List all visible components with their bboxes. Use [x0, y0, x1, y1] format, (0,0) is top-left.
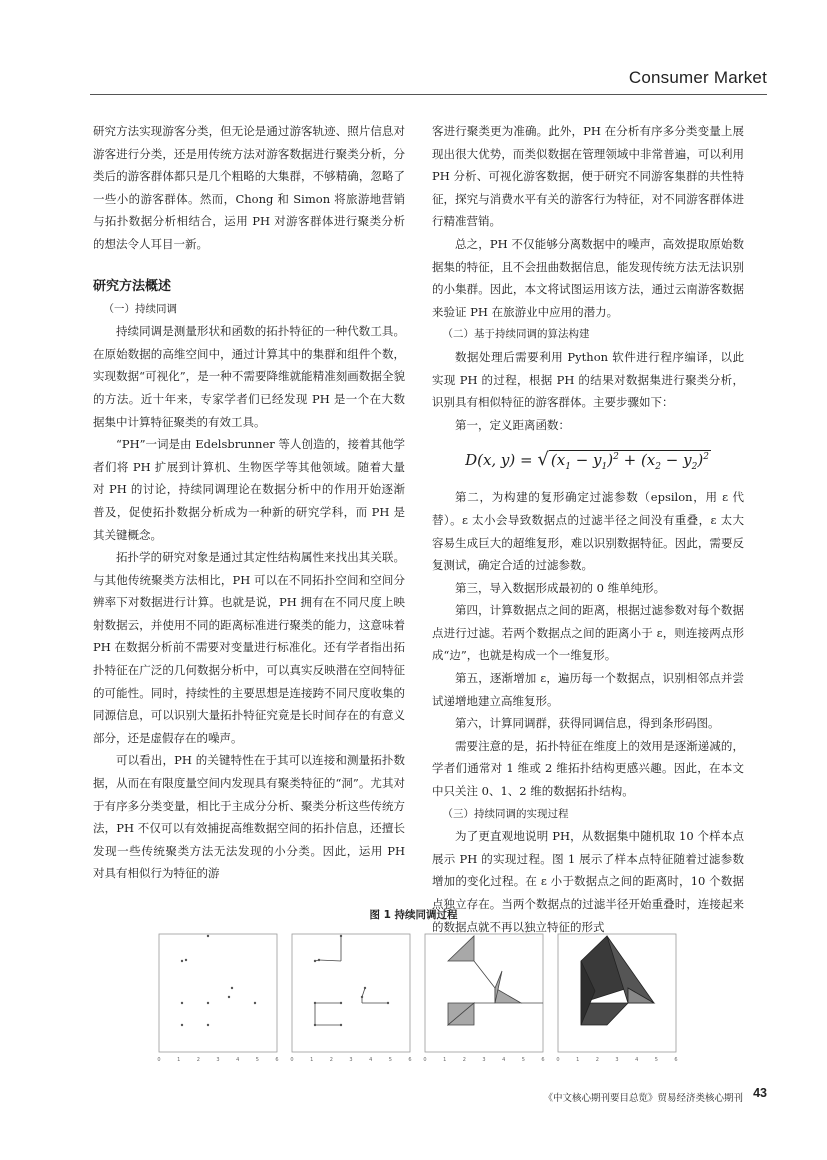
paragraph: 可以看出，PH 的关键特性在于其可以连接和测量拓扑数据，从而在有限度量空间内发现具有聚类特征的“洞”。尤其对于有序多分类变量，相比于主成分分析、聚类分析这些传统方法，PH 不仅可以有效捕捉高维数据空间的拓扑信息，还擅长发现一些传统聚类方法无法发现的小分类。因此，运用 PH 对具有相似行为特征的游: [93, 753, 405, 881]
x-tick-label: 6: [541, 1057, 545, 1063]
x-tick-label: 0: [290, 1057, 294, 1063]
journal-footer: 《中文核心期刊要目总览》贸易经济类核心期刊: [543, 1093, 743, 1104]
data-point: [340, 1024, 342, 1026]
subheading-algorithm: （二）基于持续同调的算法构建: [442, 328, 590, 341]
distance-formula: D(x, y) = √ $(x_1 - y_1)^2 + (x_2 - y_2)^2$: [465, 449, 709, 473]
figure-1: [156, 931, 686, 1065]
x-tick-label: 5: [654, 1057, 658, 1063]
x-tick-label: 0: [423, 1057, 427, 1063]
data-point: [181, 1024, 183, 1026]
x-tick-labels: [290, 1057, 411, 1063]
data-point: [185, 959, 187, 961]
data-point: [340, 1002, 342, 1004]
x-tick-label: 4: [369, 1057, 373, 1063]
x-tick-label: 2: [595, 1057, 599, 1063]
paragraph: 为了更直观地说明 PH，从数据集中随机取 10 个样本点展示 PH 的实现过程。图 1 展示了样本点特征随着过滤参数增加的变化过程。在 ε 小于数据点之间的距离时，10 个数据点独立存在。当两个数据点的过滤半径开始重叠时，连接起来的数据点就不再以独立特征的形式: [432, 829, 744, 934]
paragraph: 第二，为构建的复形确定过滤参数（epsilon，用 ε 代替）。ε 太小会导致数据点的过滤半径之间没有重叠，ε 太大容易生成巨大的超维复形，难以识别数据特征。因此，需要反复测试，确定合适的过滤参数。: [432, 490, 744, 573]
paragraph: 客进行聚类更为准确。此外，PH 在分析有序多分类变量上展现出很大优势，而类似数据在管理领域中非常普遍，可以利用 PH 分析、可视化游客数据，便于研究不同游客集群的共性特征，探究与消费水平有关的游客行为特征，对不同游客群体进行精准营销。: [432, 124, 744, 229]
paragraph: 数据处理后需要利用 Python 软件进行程序编译，以此实现 PH 的过程，根据 PH 的结果对数据集进行聚类分析，识别具有相似特征的游客群体。主要步骤如下：: [432, 349, 744, 410]
x-tick-label: 1: [443, 1057, 447, 1063]
paragraph: 第一，定义距离函数：: [455, 417, 570, 432]
x-tick-label: 1: [576, 1057, 580, 1063]
data-point: [314, 1002, 316, 1004]
paragraph: 研究方法实现游客分类，但无论是通过游客轨迹、照片信息对游客进行分类，还是用传统方法对游客数据进行聚类分析，分类后的游客群体都只是几个粗略的大集群，不够精确，忽略了一些小的游客群体。然而，Chong 和 Simon 将旅游地营销与拓扑数据分析相结合，运用 PH 对游客群体进行聚类分析的想法令人耳目一新。: [93, 124, 405, 251]
paragraph: 第四，计算数据点之间的距离，根据过滤参数对每个数据点进行过滤。若两个数据点之间的距离小于 ε，则连接两点形成“边”，也就是构成一个一维复形。: [432, 603, 744, 663]
x-tick-label: 6: [408, 1057, 412, 1063]
x-tick-labels: [556, 1057, 677, 1063]
x-tick-label: 6: [275, 1057, 279, 1063]
x-tick-label: 0: [556, 1057, 560, 1063]
data-point: [314, 960, 316, 962]
x-tick-label: 3: [482, 1057, 486, 1063]
paragraph: 拓扑学的研究对象是通过其定性结构属性来找出其关联。与其他传统聚类方法相比，PH 可以在不同拓扑空间和空间分辨率下对数据进行计算。也就是说，PH 拥有在不同尺度上映射数据云，并使用不同的距离标准进行聚类的能力，这意味着 PH 在数据分析前不需要对变量进行标准化。还有学者指出拓扑特征在广泛的几何数据分析中，可以真实反映潜在空间特征的可能性。同时，持续性的主要思想是连接跨不同尺度收集的同源信息，可以识别大量拓扑特征究竟是长时间存在的有意义部分，还是虚假存在的噪声。: [93, 550, 405, 745]
data-point: [314, 1024, 316, 1026]
x-tick-label: 1: [177, 1057, 181, 1063]
data-point: [340, 935, 342, 937]
left-column: [93, 120, 405, 885]
running-header-title: Consumer Market: [628, 68, 767, 87]
page-number: 43: [753, 1086, 767, 1100]
x-tick-labels: [423, 1057, 544, 1063]
x-tick-label: 3: [615, 1057, 619, 1063]
panel-svg: [289, 931, 414, 1065]
data-point: [254, 1002, 256, 1004]
subheading-implementation: （三）持续同调的实现过程: [442, 807, 569, 820]
section-heading: 研究方法概述: [93, 278, 172, 294]
x-tick-label: 3: [349, 1057, 353, 1063]
x-tick-label: 0: [157, 1057, 161, 1063]
data-point: [231, 987, 233, 989]
panel-svg: [156, 931, 281, 1065]
x-tick-label: 1: [310, 1057, 314, 1063]
subheading-persistent-homology: （一）持续同调: [103, 302, 177, 315]
panel-svg: [422, 931, 547, 1065]
paragraph: 第三，导入数据形成最初的 0 维单纯形。: [455, 580, 666, 595]
figure-panel-epsilon-2: [422, 931, 547, 1065]
data-point: [181, 960, 183, 962]
figure-panel-epsilon-0: [156, 931, 281, 1065]
data-point: [361, 996, 363, 998]
data-point: [387, 1002, 389, 1004]
x-tick-label: 2: [462, 1057, 466, 1063]
paragraph: 第五，逐渐增加 ε，遍历每一个数据点，识别相邻点并尝试递增地建立高维复形。: [432, 671, 744, 708]
figure-panel-epsilon-1: [289, 931, 414, 1065]
data-point: [364, 987, 366, 989]
data-point: [207, 1002, 209, 1004]
panel-svg: [555, 931, 680, 1065]
x-tick-labels: [157, 1057, 278, 1063]
x-tick-label: 6: [674, 1057, 678, 1063]
paragraph: 持续同调是测量形状和函数的拓扑特征的一种代数工具。在原始数据的高维空间中，通过计算其中的集群和组件个数，实现数据“可视化”，是一种不需要降维就能精准刻画数据全貌的方法。近十年来，专家学者们已经发现 PH 是一个在大数据集中计算特征聚类的有效工具。: [93, 324, 405, 429]
plot-frame: [292, 934, 410, 1052]
plot-frame: [159, 934, 277, 1052]
x-tick-label: 2: [329, 1057, 333, 1063]
figure-panel-epsilon-3: [555, 931, 680, 1065]
figure-caption: 图 1 持续同调过程: [369, 909, 458, 921]
data-point: [207, 1024, 209, 1026]
x-tick-label: 5: [388, 1057, 392, 1063]
x-tick-label: 4: [236, 1057, 240, 1063]
x-tick-label: 4: [635, 1057, 639, 1063]
x-tick-label: 4: [502, 1057, 506, 1063]
header-rule: [90, 94, 767, 95]
x-tick-label: 5: [255, 1057, 259, 1063]
x-tick-label: 5: [521, 1057, 525, 1063]
data-point: [207, 935, 209, 937]
paragraph: 第六，计算同调群，获得同调信息，得到条形码图。: [455, 716, 720, 731]
right-column: [432, 120, 744, 938]
x-tick-label: 3: [216, 1057, 220, 1063]
data-point: [318, 959, 320, 961]
data-point: [181, 1002, 183, 1004]
paragraph: 总之，PH 不仅能够分离数据中的噪声，高效提取原始数据集的特征，且不会扭曲数据信息，能发现传统方法无法识别的小集群。因此，本文将试图运用该方法，通过云南游客数据来验证 PH 在旅游业中应用的潜力。: [432, 236, 744, 319]
paragraph: 需要注意的是，拓扑特征在维度上的效用是逐渐递减的，学者们通常对 1 维或 2 维拓扑结构更感兴趣。因此，在本文中只关注 0、1、2 维的数据拓扑结构。: [432, 738, 744, 799]
x-tick-label: 2: [196, 1057, 200, 1063]
paragraph: “PH”一词是由 Edelsbrunner 等人创造的，接着其他学者们将 PH 扩展到计算机、生物医学等其他领域。随着大量对 PH 的讨论，持续同调理论在数据分析中的作用开始逐渐普及，促使拓扑数据分析成为一种新的研究学科，而 PH 是其关键概念。: [93, 437, 405, 542]
plot-frame: [425, 934, 543, 1052]
data-point: [228, 996, 230, 998]
